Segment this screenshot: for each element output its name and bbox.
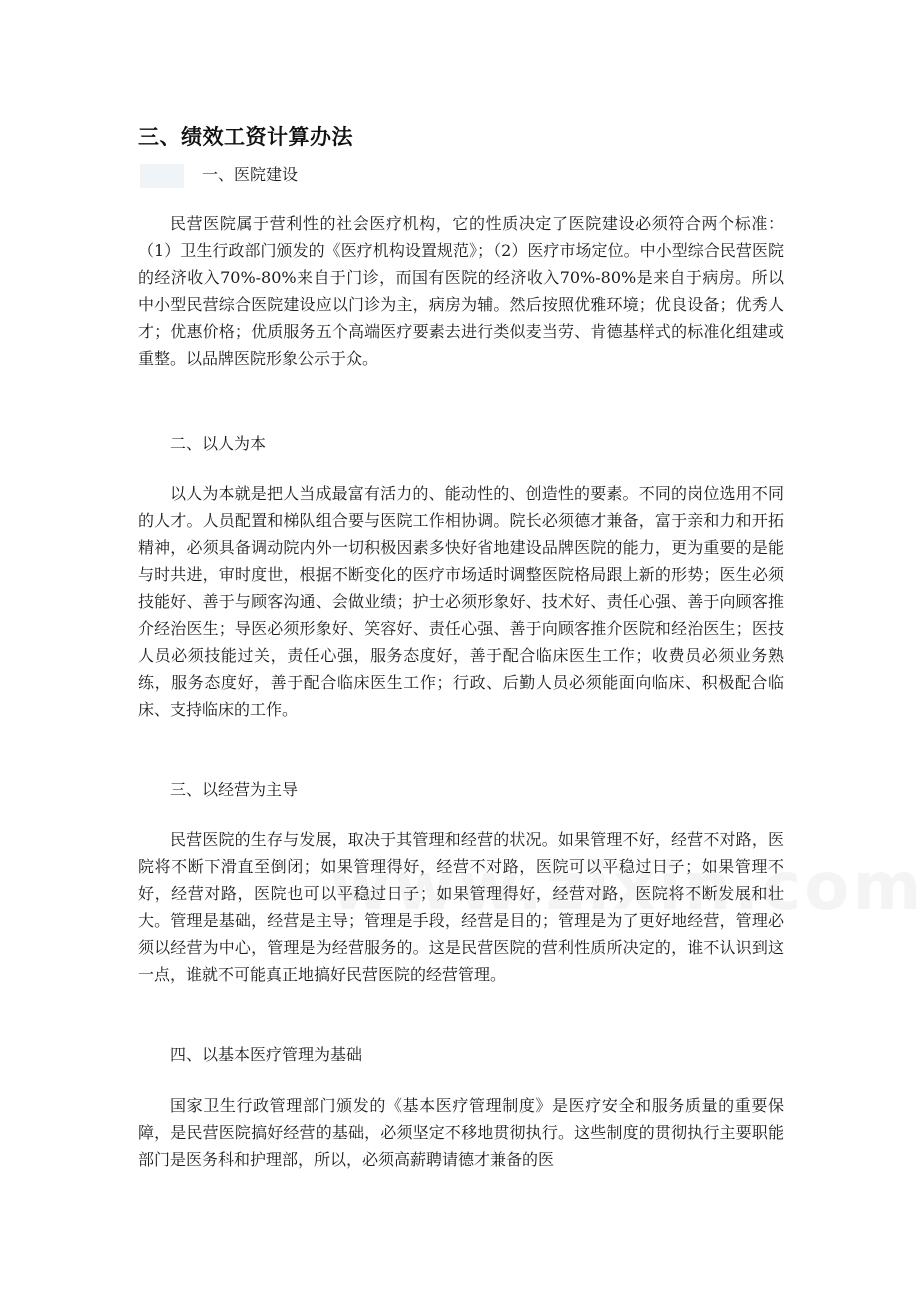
section-heading-2: 二、以人为本 [170, 434, 267, 453]
section-heading-1: 一、医院建设 [202, 165, 299, 184]
section-body-1: 民营医院属于营利性的社会医疗机构，它的性质决定了医院建设必须符合两个标准：（1）卫生行政部门颁发的《医疗机构设置规范》；（2）医疗市场定位。中小型综合民营医院的经济收入70%-80%来自于门诊，而国有医院的经济收入70%-80%是来自于病房。所以中小型民营综合医院建设应以门诊为主，病房为辅。然后按照优雅环境；优良设备；优秀人才；优惠价格；优质服务五个高端医疗要素去进行类似麦当劳、肯德基样式的标准化组建或重整。以品牌医院形象公示于众。 [138, 214, 784, 368]
section-body-2: 以人为本就是把人当成最富有活力的、能动性的、创造性的要素。不同的岗位选用不同的人才。人员配置和梯队组合要与医院工作相协调。院长必须德才兼备，富于亲和力和开拓精神，必须具备调动院内外一切积极因素多快好省地建设品牌医院的能力，更为重要的是能与时共进，审时度世，根据不断变化的医疗市场适时调整医院格局跟上新的形势；医生必须技能好、善于与顾客沟通、会做业绩；护士必须形象好、技术好、责任心强、善于向顾客推介经治医生；导医必须形象好、笑容好、责任心强、善于向顾客推介医院和经治医生；医技人员必须技能过关，责任心强，服务态度好，善于配合临床医生工作；收费员必须业务熟练，服务态度好，善于配合临床医生工作；行政、后勤人员必须能面向临床、积极配合临床、支持临床的工作。 [138, 484, 784, 719]
section-heading-4: 四、以基本医疗管理为基础 [170, 1045, 363, 1064]
section-heading-3: 三、以经营为主导 [170, 780, 299, 799]
section-body-3: 民营医院的生存与发展，取决于其管理和经营的状况。如果管理不好，经营不对路，医院将不断下滑直至倒闭；如果管理得好，经营不对路，医院可以平稳过日子；如果管理不好，经营对路，医院也可以平稳过日子；如果管理得好，经营对路，医院将不断发展和壮大。管理是基础，经营是主导；管理是手段，经营是目的；管理是为了更好地经营，管理必须以经营为中心，管理是为经营服务的。这是民营医院的营利性质所决定的，谁不认识到这一点，谁就不可能真正地搞好民营医院的经营管理。 [138, 830, 784, 984]
section-body-4: 国家卫生行政管理部门颁发的《基本医疗管理制度》是医疗安全和服务质量的重要保障，是民营医院搞好经营的基础，必须坚定不移地贯彻执行。这些制度的贯彻执行主要职能部门是医务科和护理部，所以，必须高薪聘请德才兼备的医 [138, 1096, 784, 1169]
document-title: 三、绩效工资计算办法 [138, 125, 353, 149]
